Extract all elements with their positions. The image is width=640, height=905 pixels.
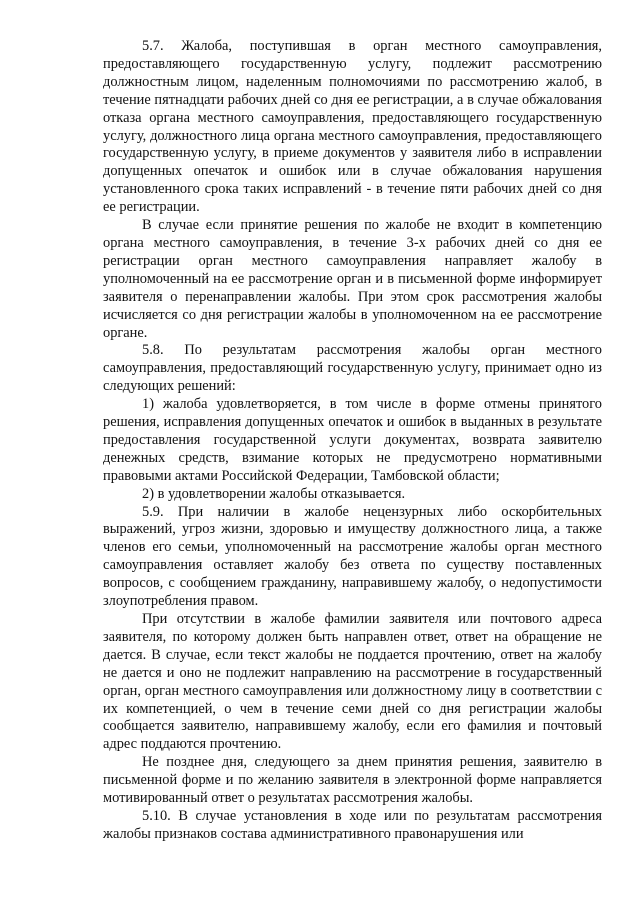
paragraph-5-7: 5.7. Жалоба, поступившая в орган местного самоуправления, предоставляющего государственную услугу, подлежит рассмотрению должностным лицом, наделенным полномочиями по рассмотрению жалоб, в течение пятнадцати рабочих дней со дня ее регистрации, а в случае обжалования отказа органа местного самоуправления, предоставляющего государственную услугу, должностного лица органа местного самоуправления, предоставляющего государственную услугу, в приеме документов у заявителя либо в исправлении допущенных опечаток и ошибок или в случае обжалования нарушения установленного срока таких исправлений - в течение пяти рабочих дней со дня ее регистрации. [103,38,602,216]
paragraph-5-8: 5.8. По результатам рассмотрения жалобы орган местного самоуправления, предоставляющий государственную услугу, принимает одно из следующих решений: [103,342,602,395]
list-item-1: 1) жалоба удовлетворяется, в том числе в форме отмены принятого решения, исправления допущенных опечаток и ошибок в выданных в результате предоставления государственной услуги документах, возврата заявителю денежных средств, взимание которых не предусмотрено нормативными правовыми актами Российской Федерации, Тамбовской области; [103,396,602,484]
paragraph-redirect: В случае если принятие решения по жалобе не входит в компетенцию органа местного самоуправления, в течение 3-х рабочих дней со дня ее регистрации орган местного самоуправления направляет жалобу в уполномоченный на ее рассмотрение орган и в письменной форме информирует заявителя о перенаправлении жалобы. При этом срок рассмотрения жалобы исчисляется со дня регистрации жалобы в уполномоченном на ее рассмотрение органе. [103,217,602,341]
list-item-2: 2) в удовлетворении жалобы отказывается. [142,485,406,502]
document-page [103,38,602,844]
paragraph-no-address: При отсутствии в жалобе фамилии заявителя или почтового адреса заявителя, по которому должен быть направлен ответ, ответ на обращение не дается. В случае, если текст жалобы не поддается прочтению, ответ на жалобу не дается и оно не подлежит направлению на рассмотрение в государственный орган, орган местного самоуправления или должностному лицу в соответствии с их компетенцией, о чем в течение семи дней со дня регистрации жалобы сообщается заявителю, направившему жалобу, если его фамилия и почтовый адрес поддаются прочтению. [103,611,602,753]
paragraph-5-10: 5.10. В случае установления в ходе или по результатам рассмотрения жалобы признаков состава административного правонарушения или [103,807,602,842]
paragraph-response: Не позднее дня, следующего за днем принятия решения, заявителю в письменной форме и по желанию заявителя в электронной форме направляется мотивированный ответ о результатах рассмотрения жалобы. [103,754,602,807]
paragraph-5-9: 5.9. При наличии в жалобе нецензурных либо оскорбительных выражений, угроз жизни, здоровью и имуществу должностного лица, а также членов его семьи, уполномоченный на рассмотрение жалобы орган местного самоуправления оставляет жалобу без ответа по существу поставленных вопросов, с сообщением гражданину, направившему жалобу, о недопустимости злоупотребления правом. [103,503,602,610]
